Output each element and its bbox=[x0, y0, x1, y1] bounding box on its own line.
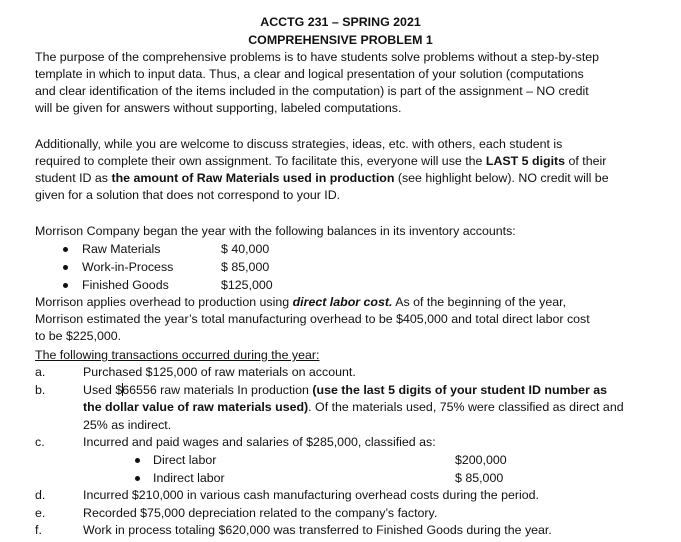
text-segment: student ID as bbox=[35, 171, 112, 185]
bullet-icon bbox=[63, 247, 68, 252]
bold-text: LAST 5 digits bbox=[485, 154, 566, 168]
overhead-paragraph bbox=[35, 294, 655, 345]
text-segment: 66556 raw materials In production bbox=[122, 383, 313, 397]
text-segment: Used $ bbox=[83, 383, 123, 397]
transaction-letter: d. bbox=[35, 488, 46, 502]
overhead-line bbox=[35, 294, 655, 311]
problem-title: COMPREHENSIVE PROBLEM 1 bbox=[248, 33, 433, 47]
balances-intro: Morrison Company began the year with the following balances in its inventory accounts: bbox=[35, 224, 516, 238]
balance-label: Raw Materials bbox=[82, 242, 161, 256]
bold-text: (use the last 5 digits of your student ID number as bbox=[312, 383, 608, 397]
transaction-letter: b. bbox=[35, 383, 46, 397]
instructions-line: Additionally, while you are welcome to discuss strategies, ideas, etc. with others, each student is bbox=[35, 137, 563, 151]
wage-label: Direct labor bbox=[153, 453, 217, 467]
intro-line: and clear identification of the items included in the computation) is part of the assignment – NO credit bbox=[35, 84, 589, 98]
wage-amount: $ 85,000 bbox=[455, 471, 504, 485]
bullet-icon bbox=[135, 476, 140, 481]
transactions-heading: The following transactions occurred during the year: bbox=[35, 348, 320, 362]
balance-label: Finished Goods bbox=[82, 278, 169, 292]
bold-italic-text: direct labor cost. bbox=[292, 295, 393, 309]
transaction-text: Work in process totaling $620,000 was transferred to Finished Goods during the year. bbox=[83, 523, 552, 537]
intro-line: will be given for answers without supporting, labeled computations. bbox=[35, 101, 402, 115]
overhead-line: to be $225,000. bbox=[35, 329, 122, 343]
bullet-icon bbox=[63, 265, 68, 270]
transaction-letter: c. bbox=[35, 435, 45, 449]
overhead-line: Morrison estimated the year’s total manufacturing overhead to be $405,000 and total direct labor cost bbox=[35, 312, 590, 326]
text-segment: (see highlight below). NO credit will be bbox=[394, 171, 609, 185]
transaction-line: 25% as indirect. bbox=[83, 418, 172, 432]
instructions-line bbox=[35, 170, 655, 187]
intro-paragraph bbox=[35, 49, 655, 117]
balance-label: Work-in-Process bbox=[82, 260, 174, 274]
intro-line: The purpose of the comprehensive problems is to have students solve problems without a step-by-step bbox=[35, 50, 600, 64]
balance-amount: $ 40,000 bbox=[221, 242, 270, 256]
balance-amount: $ 85,000 bbox=[221, 260, 270, 274]
transaction-text: Incurred $210,000 in various cash manufacturing overhead costs during the period. bbox=[83, 488, 539, 502]
transaction-letter: e. bbox=[35, 506, 46, 520]
bold-text: the amount of Raw Materials used in production bbox=[111, 171, 395, 185]
wage-label: Indirect labor bbox=[153, 471, 225, 485]
instructions-line bbox=[35, 153, 655, 170]
course-title: ACCTG 231 – SPRING 2021 bbox=[260, 15, 421, 29]
transaction-line bbox=[83, 399, 624, 416]
transaction-text: Incurred and paid wages and salaries of $285,000, classified as: bbox=[83, 435, 436, 449]
transaction-text: Purchased $125,000 of raw materials on account. bbox=[83, 365, 356, 379]
text-segment: As of the beginning of the year, bbox=[392, 295, 567, 309]
balance-amount: $125,000 bbox=[221, 278, 273, 292]
text-segment: of their bbox=[565, 154, 607, 168]
transaction-text: Recorded $75,000 depreciation related to the company’s factory. bbox=[83, 506, 438, 520]
intro-line: template in which to input data. Thus, a clear and logical presentation of your solution (computations bbox=[35, 67, 584, 81]
text-segment: . Of the materials used, 75% were classified as direct and bbox=[308, 400, 624, 414]
instructions-paragraph bbox=[35, 136, 655, 204]
wage-amount: $200,000 bbox=[455, 453, 507, 467]
transaction-letter: f. bbox=[35, 523, 42, 537]
bullet-icon bbox=[135, 458, 140, 463]
text-segment: Morrison applies overhead to production using bbox=[35, 295, 293, 309]
text-segment: required to complete their own assignment. To facilitate this, everyone will use the bbox=[35, 154, 486, 168]
bullet-icon bbox=[63, 283, 68, 288]
transaction-line bbox=[83, 382, 607, 399]
instructions-line: given for a solution that does not correspond to your ID. bbox=[35, 188, 341, 202]
transaction-letter: a. bbox=[35, 365, 46, 379]
bold-text: the dollar value of raw materials used) bbox=[83, 400, 309, 414]
